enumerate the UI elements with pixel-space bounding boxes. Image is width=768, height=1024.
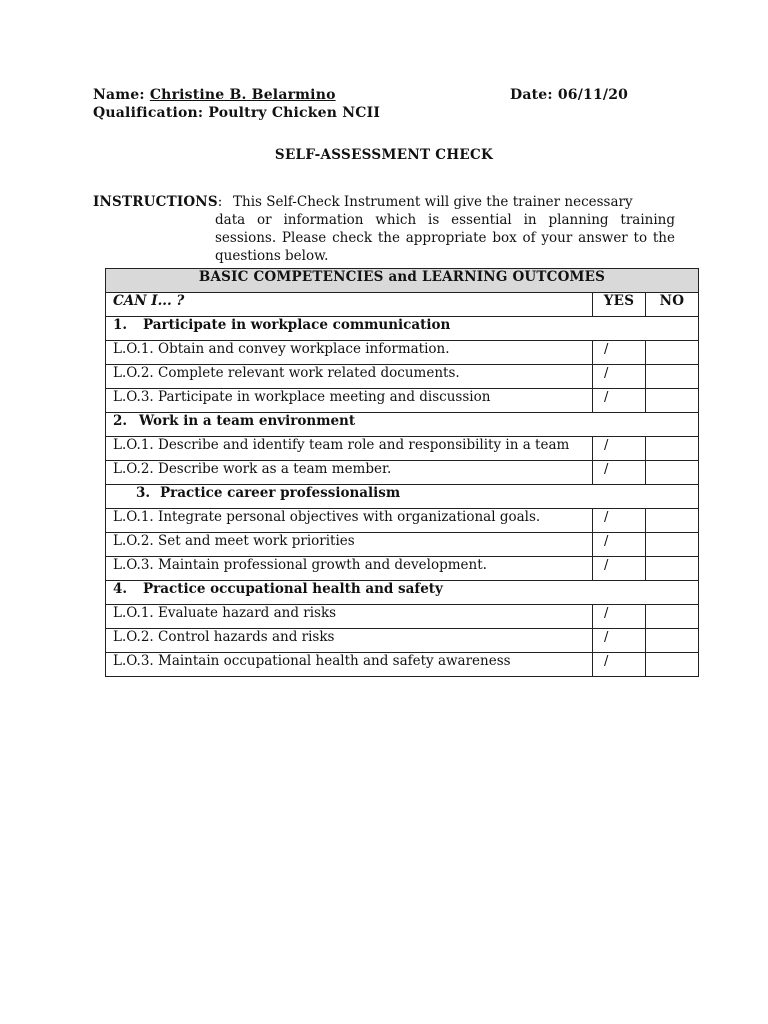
- yes-checkbox-cell[interactable]: [593, 341, 646, 365]
- table-header-row: [106, 269, 699, 293]
- yes-checkbox-cell[interactable]: [593, 653, 646, 677]
- learning-outcome-row: [106, 533, 699, 557]
- learning-outcome-text: L.O.1. Obtain and convey workplace information.: [106, 341, 593, 365]
- check-mark-icon: /: [604, 390, 609, 405]
- competency-title: Practice occupational health and safety: [143, 581, 443, 597]
- learning-outcome-text: L.O.3. Participate in workplace meeting and discussion: [106, 389, 593, 413]
- yes-checkbox-cell[interactable]: [593, 605, 646, 629]
- learning-outcome-text: L.O.2. Describe work as a team member.: [106, 461, 593, 485]
- check-mark-icon: /: [604, 606, 609, 621]
- competency-title: Work in a team environment: [139, 413, 356, 429]
- name-label: Name:: [93, 87, 150, 103]
- yes-checkbox-cell[interactable]: [593, 461, 646, 485]
- yes-checkbox-cell[interactable]: [593, 365, 646, 389]
- date-label: Date:: [510, 87, 558, 103]
- learning-outcome-row: [106, 389, 699, 413]
- instructions-label: INSTRUCTIONS:: [93, 194, 223, 210]
- competency-row: [106, 581, 699, 605]
- yes-checkbox-cell[interactable]: [593, 389, 646, 413]
- learning-outcome-text: L.O.3. Maintain occupational health and safety awareness: [106, 653, 593, 677]
- yes-column-header: YES: [593, 293, 646, 317]
- learning-outcome-row: [106, 437, 699, 461]
- table-header-cell: BASIC COMPETENCIES and LEARNING OUTCOMES: [106, 269, 699, 293]
- check-mark-icon: /: [604, 630, 609, 645]
- date-line: [510, 87, 628, 103]
- instructions-first-line: This Self-Check Instrument will give the trainer necessary: [233, 194, 633, 210]
- no-checkbox-cell[interactable]: [646, 533, 699, 557]
- can-i-row: [106, 293, 699, 317]
- check-mark-icon: /: [604, 342, 609, 357]
- competency-row: [106, 485, 699, 509]
- learning-outcome-row: [106, 341, 699, 365]
- no-checkbox-cell[interactable]: [646, 437, 699, 461]
- yes-checkbox-cell[interactable]: [593, 533, 646, 557]
- learning-outcome-text: L.O.2. Set and meet work priorities: [106, 533, 593, 557]
- learning-outcome-text: L.O.2. Control hazards and risks: [106, 629, 593, 653]
- no-checkbox-cell[interactable]: [646, 629, 699, 653]
- check-mark-icon: /: [604, 438, 609, 453]
- no-checkbox-cell[interactable]: [646, 461, 699, 485]
- no-checkbox-cell[interactable]: [646, 365, 699, 389]
- competency-number: 2.: [113, 413, 128, 429]
- no-column-header: NO: [646, 293, 699, 317]
- name-line: [93, 87, 336, 103]
- no-checkbox-cell[interactable]: [646, 557, 699, 581]
- yes-checkbox-cell[interactable]: [593, 557, 646, 581]
- qualification-label: Qualification:: [93, 105, 209, 121]
- learning-outcome-text: L.O.2. Complete relevant work related documents.: [106, 365, 593, 389]
- competency-title: Practice career professionalism: [160, 485, 401, 501]
- learning-outcome-row: [106, 509, 699, 533]
- name-value: Christine B. Belarmino: [149, 87, 336, 103]
- competency-row: [106, 317, 699, 341]
- learning-outcome-text: L.O.1. Describe and identify team role and responsibility in a team: [106, 437, 593, 461]
- competency-title: Participate in workplace communication: [143, 317, 451, 333]
- self-assessment-table: [105, 268, 699, 677]
- yes-checkbox-cell[interactable]: [593, 509, 646, 533]
- no-checkbox-cell[interactable]: [646, 605, 699, 629]
- learning-outcome-row: [106, 653, 699, 677]
- learning-outcome-row: [106, 605, 699, 629]
- competency-title-cell: [106, 581, 699, 605]
- competency-title-cell: [106, 317, 699, 341]
- check-mark-icon: /: [604, 462, 609, 477]
- check-mark-icon: /: [604, 558, 609, 573]
- no-checkbox-cell[interactable]: [646, 509, 699, 533]
- check-mark-icon: /: [604, 366, 609, 381]
- learning-outcome-text: L.O.1. Evaluate hazard and risks: [106, 605, 593, 629]
- competency-row: [106, 413, 699, 437]
- learning-outcome-text: L.O.1. Integrate personal objectives with organizational goals.: [106, 509, 593, 533]
- no-checkbox-cell[interactable]: [646, 653, 699, 677]
- competency-number: 3.: [136, 485, 151, 501]
- yes-checkbox-cell[interactable]: [593, 437, 646, 461]
- check-mark-icon: /: [604, 510, 609, 525]
- learning-outcome-row: [106, 365, 699, 389]
- can-i-label: CAN I... ?: [106, 293, 593, 317]
- instructions-body: data or information which is essential in planning training sessions. Please check the appropriate box of your answer to the questions below.: [215, 212, 675, 264]
- learning-outcome-row: [106, 461, 699, 485]
- qualification-line: [93, 105, 380, 121]
- learning-outcome-row: [106, 629, 699, 653]
- competency-number: 1.: [113, 317, 128, 333]
- check-mark-icon: /: [604, 654, 609, 669]
- document-title: SELF-ASSESSMENT CHECK: [274, 147, 494, 163]
- no-checkbox-cell[interactable]: [646, 389, 699, 413]
- qualification-value: Poultry Chicken NCII: [208, 105, 381, 121]
- competency-title-cell: [106, 485, 699, 509]
- yes-checkbox-cell[interactable]: [593, 629, 646, 653]
- competency-title-cell: [106, 413, 699, 437]
- learning-outcome-row: [106, 557, 699, 581]
- learning-outcome-text: L.O.3. Maintain professional growth and development.: [106, 557, 593, 581]
- no-checkbox-cell[interactable]: [646, 341, 699, 365]
- date-value: 06/11/20: [557, 87, 629, 103]
- competency-number: 4.: [113, 581, 128, 597]
- check-mark-icon: /: [604, 534, 609, 549]
